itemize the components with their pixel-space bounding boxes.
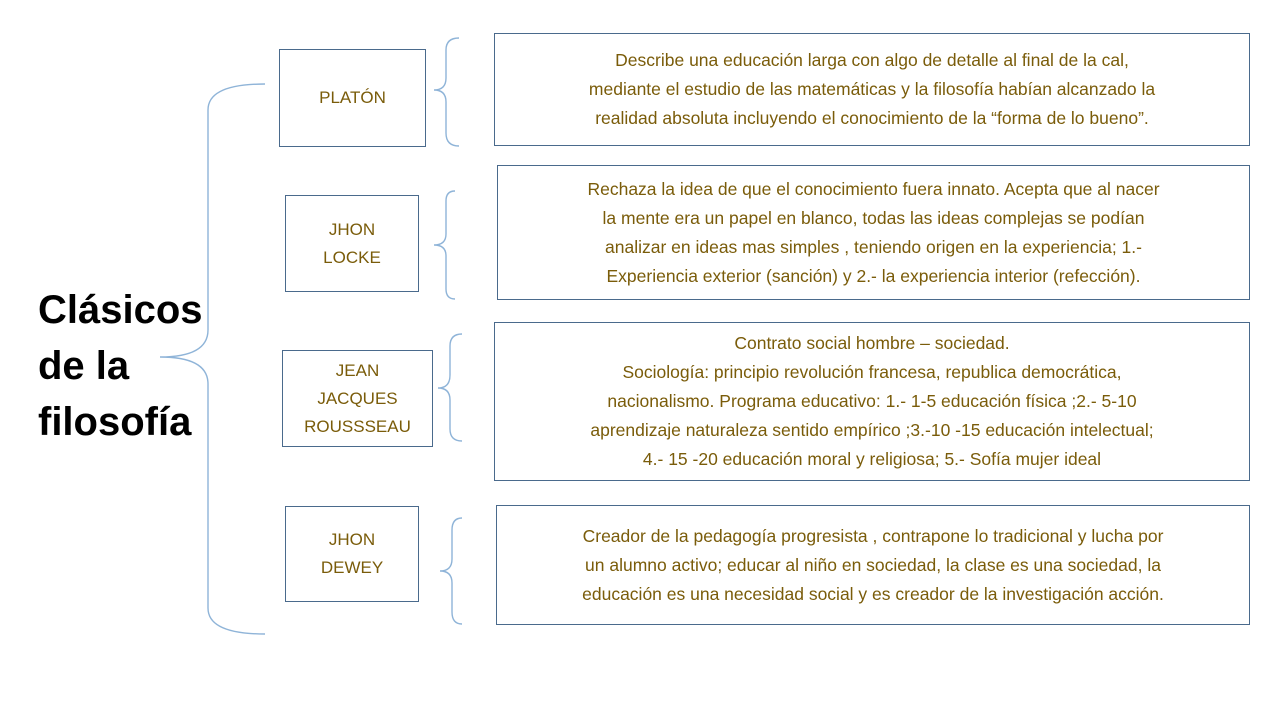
brace-rousseau	[438, 334, 462, 441]
description-box-rousseau	[494, 322, 1250, 481]
philosopher-name: JHON LOCKE	[323, 219, 381, 267]
description-text: Creador de la pedagogía progresista , contrapone lo tradicional y lucha por un alumno activo; educar al niño en sociedad, la clase es una sociedad, la educación es una necesidad social y es creador de la investigación acción.	[582, 525, 1164, 604]
philosopher-box-locke	[285, 195, 419, 292]
brace-platon	[434, 38, 459, 146]
philosopher-box-platon	[279, 49, 426, 147]
philosopher-box-dewey	[285, 506, 419, 602]
description-box-locke	[497, 165, 1250, 300]
philosopher-name: PLATÓN	[319, 88, 386, 107]
description-box-dewey	[496, 505, 1250, 625]
description-box-platon	[494, 33, 1250, 146]
description-text: Describe una educación larga con algo de detalle al final de la cal, mediante el estudio de las matemáticas y la filosofía habían alcanzado la realidad absoluta incluyendo el conocimiento de la “forma de lo bueno”.	[588, 50, 1156, 128]
description-text: Contrato social hombre – sociedad. Sociología: principio revolución francesa, republica democrática, nacionalismo. Programa educativo: 1.- 1-5 educación física ;2.- 5-10 aprendizaje naturaleza sentido empírico ;3.-10 -15 educación intelectual; 4.- 15 -20 educación moral y religiosa; 5.- Sofía mujer ideal	[590, 333, 1154, 469]
philosopher-name: JEAN JACQUES ROUSSSEAU	[304, 360, 411, 436]
brace-dewey	[440, 518, 462, 624]
description-text: Rechaza la idea de que el conocimiento fuera innato. Acepta que al nacer la mente era un papel en blanco, todas las ideas complejas se podían analizar en ideas mas simples , teniendo origen en la experiencia; 1.- Experiencia exterior (sanción) y 2.- la experiencia interior (refección).	[587, 178, 1160, 286]
philosopher-box-rousseau	[282, 350, 433, 447]
diagram-title: Clásicos de la filosofía	[38, 288, 203, 444]
philosopher-name: JHON DEWEY	[320, 530, 384, 577]
brace-locke	[434, 191, 455, 299]
